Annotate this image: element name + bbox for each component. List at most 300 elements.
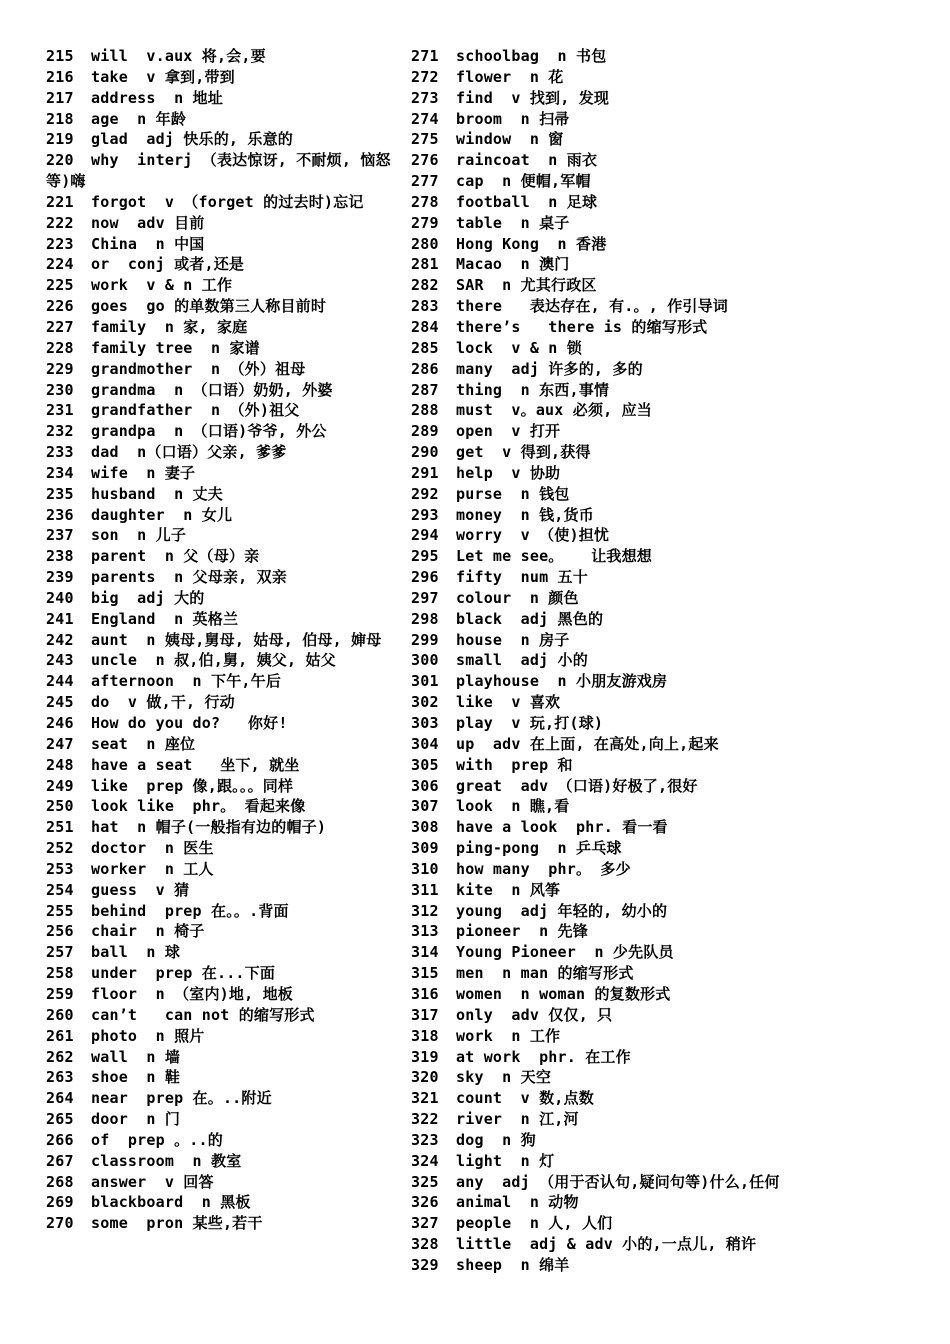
entry-text: husband n 丈夫 bbox=[91, 484, 223, 503]
entry-number: 292 bbox=[411, 484, 439, 503]
vocab-entry bbox=[46, 630, 391, 651]
entry-text: little adj & adv 小的,一点儿, 稍许 bbox=[456, 1235, 757, 1254]
entry-number: 316 bbox=[411, 984, 439, 1003]
vocab-entry bbox=[46, 109, 391, 130]
entry-text: take v 拿到,带到 bbox=[91, 67, 235, 86]
entry-number: 226 bbox=[46, 297, 74, 316]
vocab-entry bbox=[411, 734, 841, 755]
entry-number: 266 bbox=[46, 1130, 74, 1149]
vocab-entry bbox=[46, 234, 391, 255]
vocab-entry bbox=[46, 713, 391, 734]
vocab-entry bbox=[411, 692, 841, 713]
vocab-entry bbox=[46, 525, 391, 546]
entry-text: son n 儿子 bbox=[91, 526, 187, 545]
left-column bbox=[46, 46, 391, 1234]
entry-text: broom n 扫帚 bbox=[456, 109, 570, 128]
entry-number: 231 bbox=[46, 401, 74, 420]
entry-number: 286 bbox=[411, 359, 439, 378]
vocab-entry bbox=[411, 817, 841, 838]
entry-text: light n 灯 bbox=[456, 1151, 555, 1170]
entry-text: football n 足球 bbox=[456, 192, 598, 211]
entry-number: 305 bbox=[411, 755, 439, 774]
vocab-entry bbox=[46, 609, 391, 630]
entry-text: grandma n （口语）奶奶, 外婆 bbox=[91, 380, 333, 399]
entry-text: ball n 球 bbox=[91, 943, 181, 962]
entry-text: parent n 父（母）亲 bbox=[91, 547, 260, 566]
entry-text: daughter n 女儿 bbox=[91, 505, 233, 524]
vocab-entry bbox=[411, 400, 841, 421]
vocab-entry bbox=[46, 380, 391, 401]
vocab-entry bbox=[46, 275, 391, 296]
entry-text: behind prep 在。。.背面 bbox=[91, 901, 289, 920]
vocab-entry bbox=[46, 546, 391, 567]
entry-text: address n 地址 bbox=[91, 88, 223, 107]
vocab-entry bbox=[411, 630, 841, 651]
entry-text: or conj 或者,还是 bbox=[91, 255, 245, 274]
entry-text: Hong Kong n 香港 bbox=[456, 234, 607, 253]
entry-number: 234 bbox=[46, 463, 74, 482]
entry-number: 233 bbox=[46, 443, 74, 462]
entry-text: flower n 花 bbox=[456, 67, 564, 86]
entry-number: 249 bbox=[46, 776, 74, 795]
entry-number: 241 bbox=[46, 609, 74, 628]
vocab-entry bbox=[46, 1172, 391, 1193]
entry-number: 252 bbox=[46, 839, 74, 858]
entry-text: look n 瞧,看 bbox=[456, 797, 570, 816]
entry-text: young adj 年轻的, 幼小的 bbox=[456, 901, 668, 920]
entry-text: up adv 在上面, 在高处,向上,起来 bbox=[456, 734, 719, 753]
vocab-entry bbox=[411, 650, 841, 671]
entry-number: 215 bbox=[46, 47, 74, 65]
entry-number: 300 bbox=[411, 651, 439, 670]
vocab-entry bbox=[46, 1067, 391, 1088]
entry-text: colour n 颜色 bbox=[456, 588, 579, 607]
entry-text: grandfather n （外)祖父 bbox=[91, 401, 300, 420]
vocab-entry bbox=[46, 984, 391, 1005]
entry-number: 319 bbox=[411, 1047, 439, 1066]
entry-text: house n 房子 bbox=[456, 630, 570, 649]
entry-number: 227 bbox=[46, 317, 74, 336]
entry-text: chair n 椅子 bbox=[91, 922, 205, 941]
vocab-entry bbox=[46, 254, 391, 275]
entry-text: any adj （用于否认句,疑问句等)什么,任何 bbox=[456, 1172, 780, 1191]
entry-number: 320 bbox=[411, 1068, 439, 1087]
entry-number: 263 bbox=[46, 1068, 74, 1087]
vocab-entry bbox=[411, 588, 841, 609]
entry-number: 284 bbox=[411, 317, 439, 336]
vocab-entry bbox=[46, 317, 391, 338]
vocab-entry bbox=[46, 838, 391, 859]
vocab-entry bbox=[46, 296, 391, 317]
entry-text: open v 打开 bbox=[456, 422, 561, 441]
vocab-entry bbox=[411, 546, 841, 567]
entry-number: 256 bbox=[46, 922, 74, 941]
entry-number: 274 bbox=[411, 109, 439, 128]
entry-text: people n 人, 人们 bbox=[456, 1214, 613, 1233]
entry-text: purse n 钱包 bbox=[456, 484, 570, 503]
entry-number: 279 bbox=[411, 213, 439, 232]
entry-number: 295 bbox=[411, 547, 439, 566]
entry-number: 248 bbox=[46, 755, 74, 774]
vocab-entry bbox=[46, 692, 391, 713]
vocab-entry bbox=[411, 46, 841, 67]
vocab-entry bbox=[411, 776, 841, 797]
entry-number: 267 bbox=[46, 1151, 74, 1170]
vocab-entry bbox=[411, 567, 841, 588]
entry-number: 239 bbox=[46, 568, 74, 587]
entry-text: door n 门 bbox=[91, 1110, 181, 1129]
entry-number: 225 bbox=[46, 276, 74, 295]
vocab-entry bbox=[46, 942, 391, 963]
entry-number: 218 bbox=[46, 109, 74, 128]
entry-text: guess v 猜 bbox=[91, 880, 190, 899]
entry-number: 324 bbox=[411, 1151, 439, 1170]
vocab-entry bbox=[46, 567, 391, 588]
entry-text: look like phr。 看起来像 bbox=[91, 797, 306, 816]
entry-number: 220 bbox=[46, 151, 74, 170]
entry-text: Young Pioneer n 少先队员 bbox=[456, 943, 674, 962]
entry-text: must v。aux 必须, 应当 bbox=[456, 401, 653, 420]
entry-text: goes go 的单数第三人称目前时 bbox=[91, 297, 327, 316]
vocab-entry bbox=[411, 1067, 841, 1088]
entry-number: 244 bbox=[46, 672, 74, 691]
entry-number: 293 bbox=[411, 505, 439, 524]
entry-number: 281 bbox=[411, 255, 439, 274]
entry-text: sky n 天空 bbox=[456, 1068, 552, 1087]
vocab-entry bbox=[46, 1192, 391, 1213]
entry-number: 261 bbox=[46, 1026, 74, 1045]
entry-number: 229 bbox=[46, 359, 74, 378]
entry-text: under prep 在...下面 bbox=[91, 964, 276, 983]
entry-text: blackboard n 黑板 bbox=[91, 1193, 251, 1212]
entry-number: 221 bbox=[46, 192, 74, 211]
vocab-entry bbox=[46, 1047, 391, 1068]
vocab-entry bbox=[411, 713, 841, 734]
vocab-entry bbox=[411, 338, 841, 359]
entry-text: can’t can not 的缩写形式 bbox=[91, 1005, 315, 1024]
entry-text: doctor n 医生 bbox=[91, 839, 214, 858]
entry-number: 289 bbox=[411, 422, 439, 441]
entry-number: 297 bbox=[411, 588, 439, 607]
entry-text: China n 中国 bbox=[91, 234, 205, 253]
vocab-entry bbox=[46, 505, 391, 526]
entry-text: kite n 风筝 bbox=[456, 880, 561, 899]
entry-number: 257 bbox=[46, 943, 74, 962]
vocab-entry bbox=[411, 1109, 841, 1130]
entry-text: grandpa n （口语)爷爷, 外公 bbox=[91, 422, 327, 441]
vocab-entry bbox=[411, 755, 841, 776]
vocab-entry bbox=[46, 359, 391, 380]
entry-text: aunt n 姨母,舅母, 姑母, 伯母, 婶母 bbox=[91, 630, 382, 649]
vocab-entry bbox=[46, 88, 391, 109]
entry-text: how many phr。 多少 bbox=[456, 859, 631, 878]
entry-text: there 表达存在, 有.。, 作引导词 bbox=[456, 297, 729, 316]
vocab-entry bbox=[411, 463, 841, 484]
entry-text: animal n 动物 bbox=[456, 1193, 579, 1212]
entry-number: 271 bbox=[411, 47, 439, 65]
vocab-entry bbox=[46, 213, 391, 234]
entry-text: money n 钱,货币 bbox=[456, 505, 594, 524]
entry-text: have a look phr. 看一看 bbox=[456, 818, 668, 837]
entry-number: 288 bbox=[411, 401, 439, 420]
entry-number: 224 bbox=[46, 255, 74, 274]
vocab-entry bbox=[411, 1047, 841, 1068]
entry-number: 282 bbox=[411, 276, 439, 295]
vocab-entry bbox=[411, 963, 841, 984]
entry-text: schoolbag n 书包 bbox=[456, 47, 607, 65]
vocab-entry bbox=[411, 1088, 841, 1109]
entry-number: 269 bbox=[46, 1193, 74, 1212]
entry-number: 216 bbox=[46, 67, 74, 86]
entry-text: grandmother n （外）祖母 bbox=[91, 359, 306, 378]
entry-text: ping-pong n 乒乓球 bbox=[456, 839, 622, 858]
entry-number: 303 bbox=[411, 714, 439, 732]
entry-number: 264 bbox=[46, 1089, 74, 1108]
entry-number: 311 bbox=[411, 880, 439, 899]
vocab-entry bbox=[411, 1005, 841, 1026]
vocab-entry bbox=[411, 1172, 841, 1193]
vocab-entry bbox=[411, 1151, 841, 1172]
entry-text: now adv 目前 bbox=[91, 213, 205, 232]
entry-text: black adj 黑色的 bbox=[456, 609, 604, 628]
entry-number: 251 bbox=[46, 818, 74, 837]
entry-text: age n 年龄 bbox=[91, 109, 187, 128]
entry-text: worry v （使)担忧 bbox=[456, 526, 610, 545]
entry-text: find v 找到, 发现 bbox=[456, 88, 610, 107]
entry-text: do v 做,干, 行动 bbox=[91, 693, 235, 712]
vocab-entry bbox=[411, 192, 841, 213]
vocab-entry bbox=[46, 776, 391, 797]
vocab-entry bbox=[411, 254, 841, 275]
vocab-entry bbox=[411, 67, 841, 88]
vocab-entry bbox=[411, 129, 841, 150]
entry-text: SAR n 尤其行政区 bbox=[456, 276, 597, 295]
entry-text: will v.aux 将,会,要 bbox=[91, 47, 266, 65]
entry-number: 265 bbox=[46, 1110, 74, 1129]
entry-number: 262 bbox=[46, 1047, 74, 1066]
entry-text: small adj 小的 bbox=[456, 651, 588, 670]
entry-number: 259 bbox=[46, 984, 74, 1003]
entry-text: women n woman 的复数形式 bbox=[456, 984, 671, 1003]
entry-number: 219 bbox=[46, 130, 74, 149]
vocab-entry bbox=[411, 171, 841, 192]
entry-text: uncle n 叔,伯,舅, 姨父, 姑父 bbox=[91, 651, 336, 670]
vocab-entry bbox=[46, 921, 391, 942]
vocab-entry bbox=[46, 484, 391, 505]
entry-text: wall n 墙 bbox=[91, 1047, 181, 1066]
vocab-entry bbox=[46, 880, 391, 901]
entry-number: 250 bbox=[46, 797, 74, 816]
vocab-entry bbox=[46, 1130, 391, 1151]
vocab-entry bbox=[46, 817, 391, 838]
vocab-entry bbox=[411, 380, 841, 401]
vocab-entry bbox=[46, 150, 391, 192]
vocab-entry bbox=[46, 400, 391, 421]
entry-number: 228 bbox=[46, 338, 74, 357]
entry-text: afternoon n 下午,午后 bbox=[91, 672, 282, 691]
entry-number: 273 bbox=[411, 88, 439, 107]
entry-text: window n 窗 bbox=[456, 130, 564, 149]
entry-number: 280 bbox=[411, 234, 439, 253]
vocab-entry bbox=[46, 650, 391, 671]
entry-number: 312 bbox=[411, 901, 439, 920]
entry-text: family tree n 家谱 bbox=[91, 338, 260, 357]
entry-text: worker n 工人 bbox=[91, 859, 214, 878]
vocab-entry bbox=[411, 796, 841, 817]
vocab-entry bbox=[46, 755, 391, 776]
entry-text: playhouse n 小朋友游戏房 bbox=[456, 672, 668, 691]
entry-number: 310 bbox=[411, 859, 439, 878]
entry-number: 301 bbox=[411, 672, 439, 691]
vocab-entry bbox=[411, 109, 841, 130]
vocab-entry bbox=[411, 296, 841, 317]
entry-number: 329 bbox=[411, 1255, 439, 1274]
vocab-entry bbox=[411, 838, 841, 859]
entry-text: thing n 东西,事情 bbox=[456, 380, 610, 399]
vocab-entry bbox=[411, 234, 841, 255]
entry-number: 243 bbox=[46, 651, 74, 670]
entry-text: river n 江,河 bbox=[456, 1110, 579, 1129]
entry-number: 290 bbox=[411, 443, 439, 462]
entry-text: get v 得到,获得 bbox=[456, 443, 591, 462]
entry-text: dad n（口语）父亲, 爹爹 bbox=[91, 443, 287, 462]
entry-number: 285 bbox=[411, 338, 439, 357]
entry-number: 232 bbox=[46, 422, 74, 441]
vocab-entry bbox=[46, 463, 391, 484]
vocab-entry bbox=[411, 1234, 841, 1255]
entry-text: play v 玩,打(球) bbox=[456, 714, 604, 732]
vocab-entry bbox=[46, 1109, 391, 1130]
entry-text: only adv 仅仅, 只 bbox=[456, 1005, 613, 1024]
entry-text: raincoat n 雨衣 bbox=[456, 151, 598, 170]
entry-number: 258 bbox=[46, 964, 74, 983]
vocab-entry bbox=[411, 609, 841, 630]
entry-text: like v 喜欢 bbox=[456, 693, 561, 712]
entry-number: 306 bbox=[411, 776, 439, 795]
entry-text: big adj 大的 bbox=[91, 588, 205, 607]
vocab-entry bbox=[46, 1088, 391, 1109]
vocab-entry bbox=[411, 901, 841, 922]
vocab-entry bbox=[411, 88, 841, 109]
vocab-entry bbox=[46, 901, 391, 922]
vocab-entry bbox=[411, 525, 841, 546]
entry-number: 230 bbox=[46, 380, 74, 399]
vocab-entry bbox=[411, 1026, 841, 1047]
entry-text: some pron 某些,若干 bbox=[91, 1214, 263, 1233]
entry-number: 242 bbox=[46, 630, 74, 649]
vocab-entry bbox=[411, 275, 841, 296]
vocab-entry bbox=[411, 484, 841, 505]
entry-number: 217 bbox=[46, 88, 74, 107]
entry-number: 309 bbox=[411, 839, 439, 858]
entry-text: have a seat 坐下, 就坐 bbox=[91, 755, 300, 774]
entry-number: 237 bbox=[46, 526, 74, 545]
entry-number: 268 bbox=[46, 1172, 74, 1191]
vocab-entry bbox=[411, 984, 841, 1005]
entry-text: Let me see。 让我想想 bbox=[456, 547, 653, 566]
entry-number: 315 bbox=[411, 964, 439, 983]
entry-text: table n 桌子 bbox=[456, 213, 570, 232]
vocab-entry bbox=[46, 338, 391, 359]
vocab-entry bbox=[411, 213, 841, 234]
vocab-entry bbox=[46, 1151, 391, 1172]
entry-text: glad adj 快乐的, 乐意的 bbox=[91, 130, 293, 149]
entry-number: 304 bbox=[411, 734, 439, 753]
entry-number: 247 bbox=[46, 734, 74, 753]
entry-text: floor n （室内)地, 地板 bbox=[91, 984, 293, 1003]
entry-number: 245 bbox=[46, 693, 74, 712]
entry-number: 302 bbox=[411, 693, 439, 712]
entry-text: seat n 座位 bbox=[91, 734, 196, 753]
vocab-entry bbox=[46, 963, 391, 984]
entry-number: 326 bbox=[411, 1193, 439, 1212]
entry-number: 240 bbox=[46, 588, 74, 607]
vocab-entry bbox=[46, 734, 391, 755]
entry-text: forgot v （forget 的过去时)忘记 bbox=[91, 192, 364, 211]
vocab-entry bbox=[46, 67, 391, 88]
entry-number: 328 bbox=[411, 1235, 439, 1254]
entry-number: 313 bbox=[411, 922, 439, 941]
entry-text: parents n 父母亲, 双亲 bbox=[91, 568, 288, 587]
entry-text: fifty num 五十 bbox=[456, 568, 588, 587]
entry-text: why interj （表达惊讶, 不耐烦, 恼怒等)嗨 bbox=[46, 151, 391, 191]
entry-number: 253 bbox=[46, 859, 74, 878]
vocab-entry bbox=[46, 1005, 391, 1026]
vocab-entry bbox=[46, 859, 391, 880]
vocab-entry bbox=[46, 192, 391, 213]
entry-number: 260 bbox=[46, 1005, 74, 1024]
entry-number: 314 bbox=[411, 943, 439, 962]
entry-text: at work phr. 在工作 bbox=[456, 1047, 631, 1066]
entry-number: 238 bbox=[46, 547, 74, 566]
vocab-entry bbox=[46, 1026, 391, 1047]
vocab-entry bbox=[411, 880, 841, 901]
vocab-entry bbox=[411, 1130, 841, 1151]
entry-number: 298 bbox=[411, 609, 439, 628]
entry-text: many adj 许多的, 多的 bbox=[456, 359, 643, 378]
vocab-entry bbox=[46, 671, 391, 692]
entry-text: with prep 和 bbox=[456, 755, 573, 774]
entry-text: photo n 照片 bbox=[91, 1026, 205, 1045]
vocab-entry bbox=[411, 505, 841, 526]
entry-number: 255 bbox=[46, 901, 74, 920]
entry-text: of prep 。..的 bbox=[91, 1130, 223, 1149]
vocab-entry bbox=[411, 317, 841, 338]
entry-number: 318 bbox=[411, 1026, 439, 1045]
entry-number: 299 bbox=[411, 630, 439, 649]
entry-number: 254 bbox=[46, 880, 74, 899]
entry-text: pioneer n 先锋 bbox=[456, 922, 588, 941]
entry-number: 323 bbox=[411, 1130, 439, 1149]
entry-text: there’s there is 的缩写形式 bbox=[456, 317, 708, 336]
entry-text: lock v & n 锁 bbox=[456, 338, 582, 357]
vocab-entry bbox=[411, 942, 841, 963]
vocab-entry bbox=[411, 671, 841, 692]
entry-number: 270 bbox=[46, 1214, 74, 1233]
entry-number: 296 bbox=[411, 568, 439, 587]
vocab-entry bbox=[46, 421, 391, 442]
entry-number: 275 bbox=[411, 130, 439, 149]
entry-number: 317 bbox=[411, 1005, 439, 1024]
entry-text: work n 工作 bbox=[456, 1026, 561, 1045]
vocab-entry bbox=[411, 359, 841, 380]
vocab-entry bbox=[411, 1213, 841, 1234]
entry-number: 277 bbox=[411, 172, 439, 191]
entry-number: 287 bbox=[411, 380, 439, 399]
entry-number: 278 bbox=[411, 192, 439, 211]
vocab-entry bbox=[46, 796, 391, 817]
entry-text: How do you do? 你好! bbox=[91, 714, 288, 732]
